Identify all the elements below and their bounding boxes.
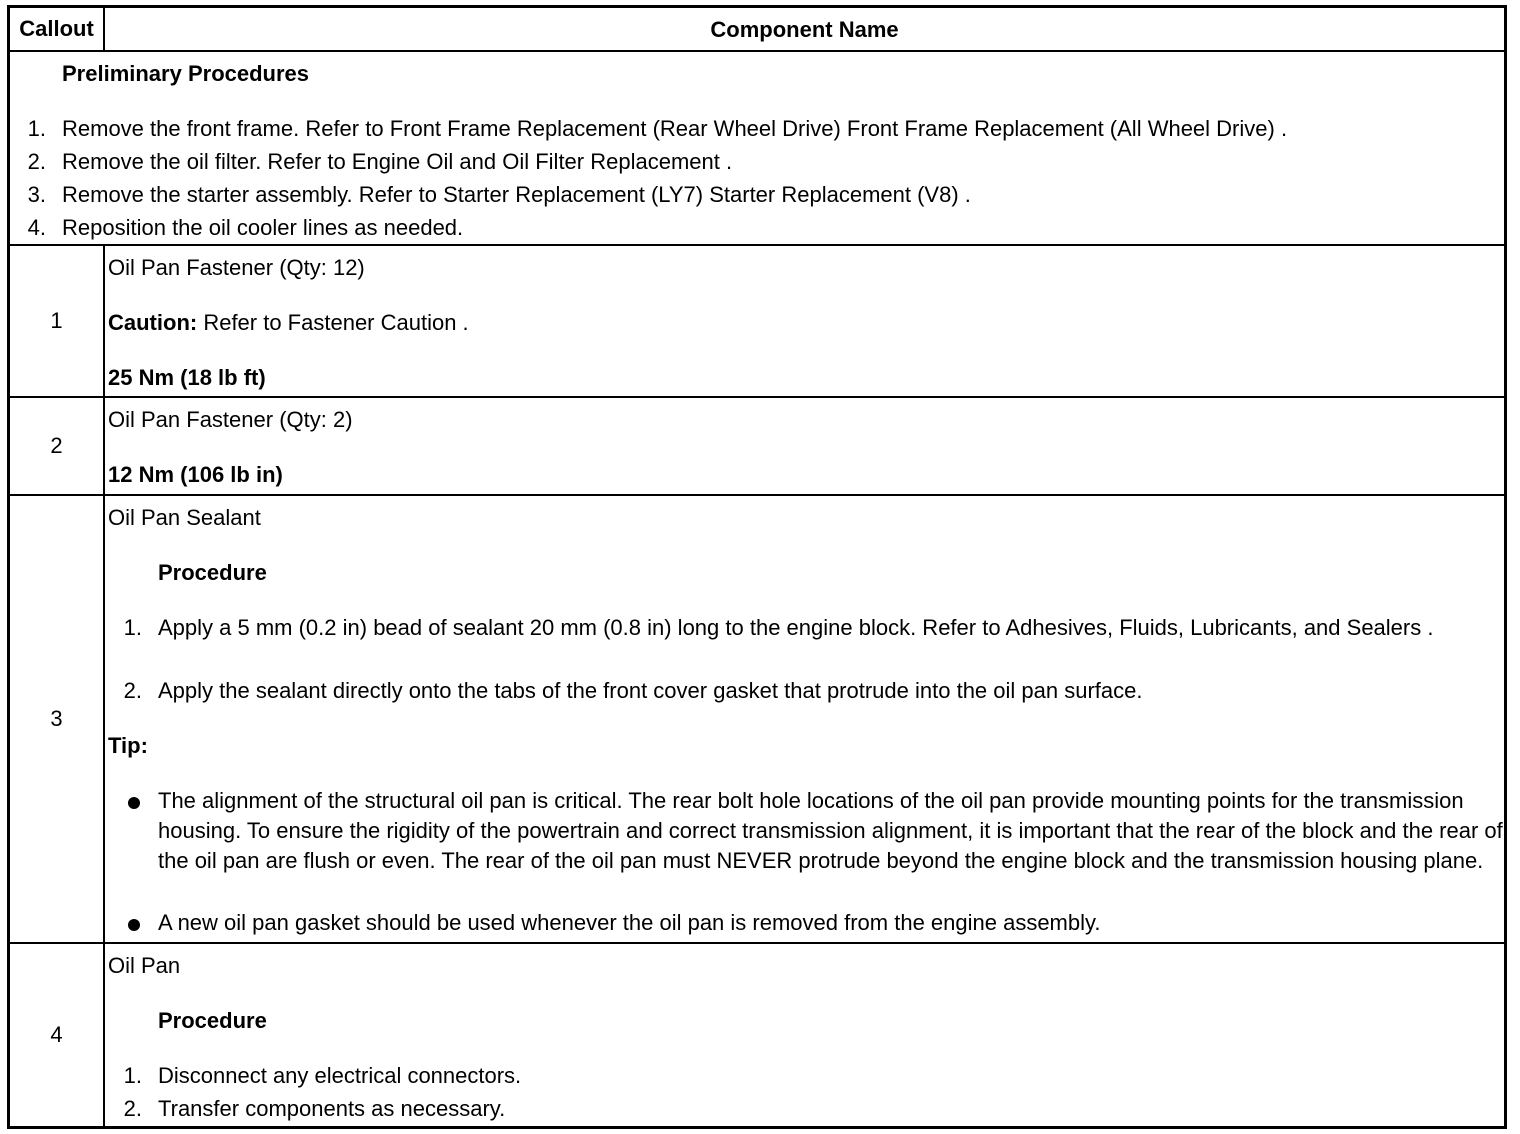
tip-label: Tip:: [108, 733, 148, 758]
procedure-step: Disconnect any electrical connectors.: [158, 1063, 522, 1088]
step-number: 2.: [123, 1096, 142, 1121]
preliminary-step: Reposition the oil cooler lines as needed.: [62, 215, 464, 240]
procedure-step: Apply the sealant directly onto the tabs of the front cover gasket that protrude into the oil pan surface.: [158, 678, 1143, 703]
component-name: Oil Pan Sealant: [108, 505, 261, 530]
table-row: [10, 246, 1504, 398]
preliminary-step: Remove the starter assembly. Refer to Starter Replacement (LY7) Starter Replacement (V8) .: [62, 182, 971, 207]
component-name: Oil Pan Fastener (Qty: 2): [108, 407, 353, 432]
procedure-label: Procedure: [158, 560, 267, 585]
torque-spec: 12 Nm (106 lb in): [108, 462, 283, 487]
component-name-header: Component Name: [710, 17, 899, 42]
preliminary-step: Remove the front frame. Refer to Front Frame Replacement (Rear Wheel Drive) Front Frame Replacement (All Wheel Drive) .: [62, 116, 1288, 141]
caution-text: Refer to Fastener Caution .: [197, 310, 469, 335]
step-number: 4.: [27, 215, 46, 240]
step-number: 1.: [123, 1063, 142, 1088]
bullet-icon: [128, 797, 140, 809]
preliminary-step: Remove the oil filter. Refer to Engine Oil and Oil Filter Replacement .: [62, 149, 733, 174]
tip-item: A new oil pan gasket should be used whenever the oil pan is removed from the engine assembly.: [158, 910, 1101, 935]
preliminary-row: [10, 52, 1504, 246]
callout-number: 2: [50, 433, 63, 458]
table-row: [10, 398, 1504, 496]
callout-header: Callout: [19, 16, 94, 41]
step-number: 2.: [27, 149, 46, 174]
step-number: 1.: [27, 116, 46, 141]
procedure-step: Apply a 5 mm (0.2 in) bead of sealant 20 mm (0.8 in) long to the engine block. Refer to Adhesives, Fluids, Lubricants, and Sealers .: [158, 615, 1434, 640]
callout-number: 4: [50, 1022, 63, 1047]
component-name: Oil Pan: [108, 953, 181, 978]
step-number: 2.: [123, 678, 142, 703]
preliminary-title: Preliminary Procedures: [62, 61, 310, 86]
component-name: Oil Pan Fastener (Qty: 12): [108, 255, 365, 280]
caution-label: Caution:: [108, 310, 198, 335]
callout-number: 3: [50, 706, 63, 731]
torque-spec: 25 Nm (18 lb ft): [108, 365, 266, 390]
table-row: [10, 944, 1504, 1126]
caution-note: [108, 310, 469, 336]
callout-number: 1: [50, 308, 63, 333]
tip-item: The alignment of the structural oil pan is critical. The rear bolt hole locations of the oil pan provide mounting points for the transmission housing. To ensure the rigidity of the powertrain and correct transmission alignment, it is important that the rear of the block and the rear of the oil pan are flush or even. The rear of the oil pan must NEVER protrude beyond the engine block and the transmission housing plane.: [158, 788, 1503, 873]
procedure-label: Procedure: [158, 1008, 267, 1033]
table-header-row: [10, 8, 1504, 52]
table-row: [10, 496, 1504, 944]
step-number: 3.: [27, 182, 46, 207]
bullet-icon: [128, 919, 140, 931]
procedure-step: Transfer components as necessary.: [158, 1096, 506, 1121]
component-table: [7, 5, 1507, 1129]
step-number: 1.: [123, 615, 142, 640]
